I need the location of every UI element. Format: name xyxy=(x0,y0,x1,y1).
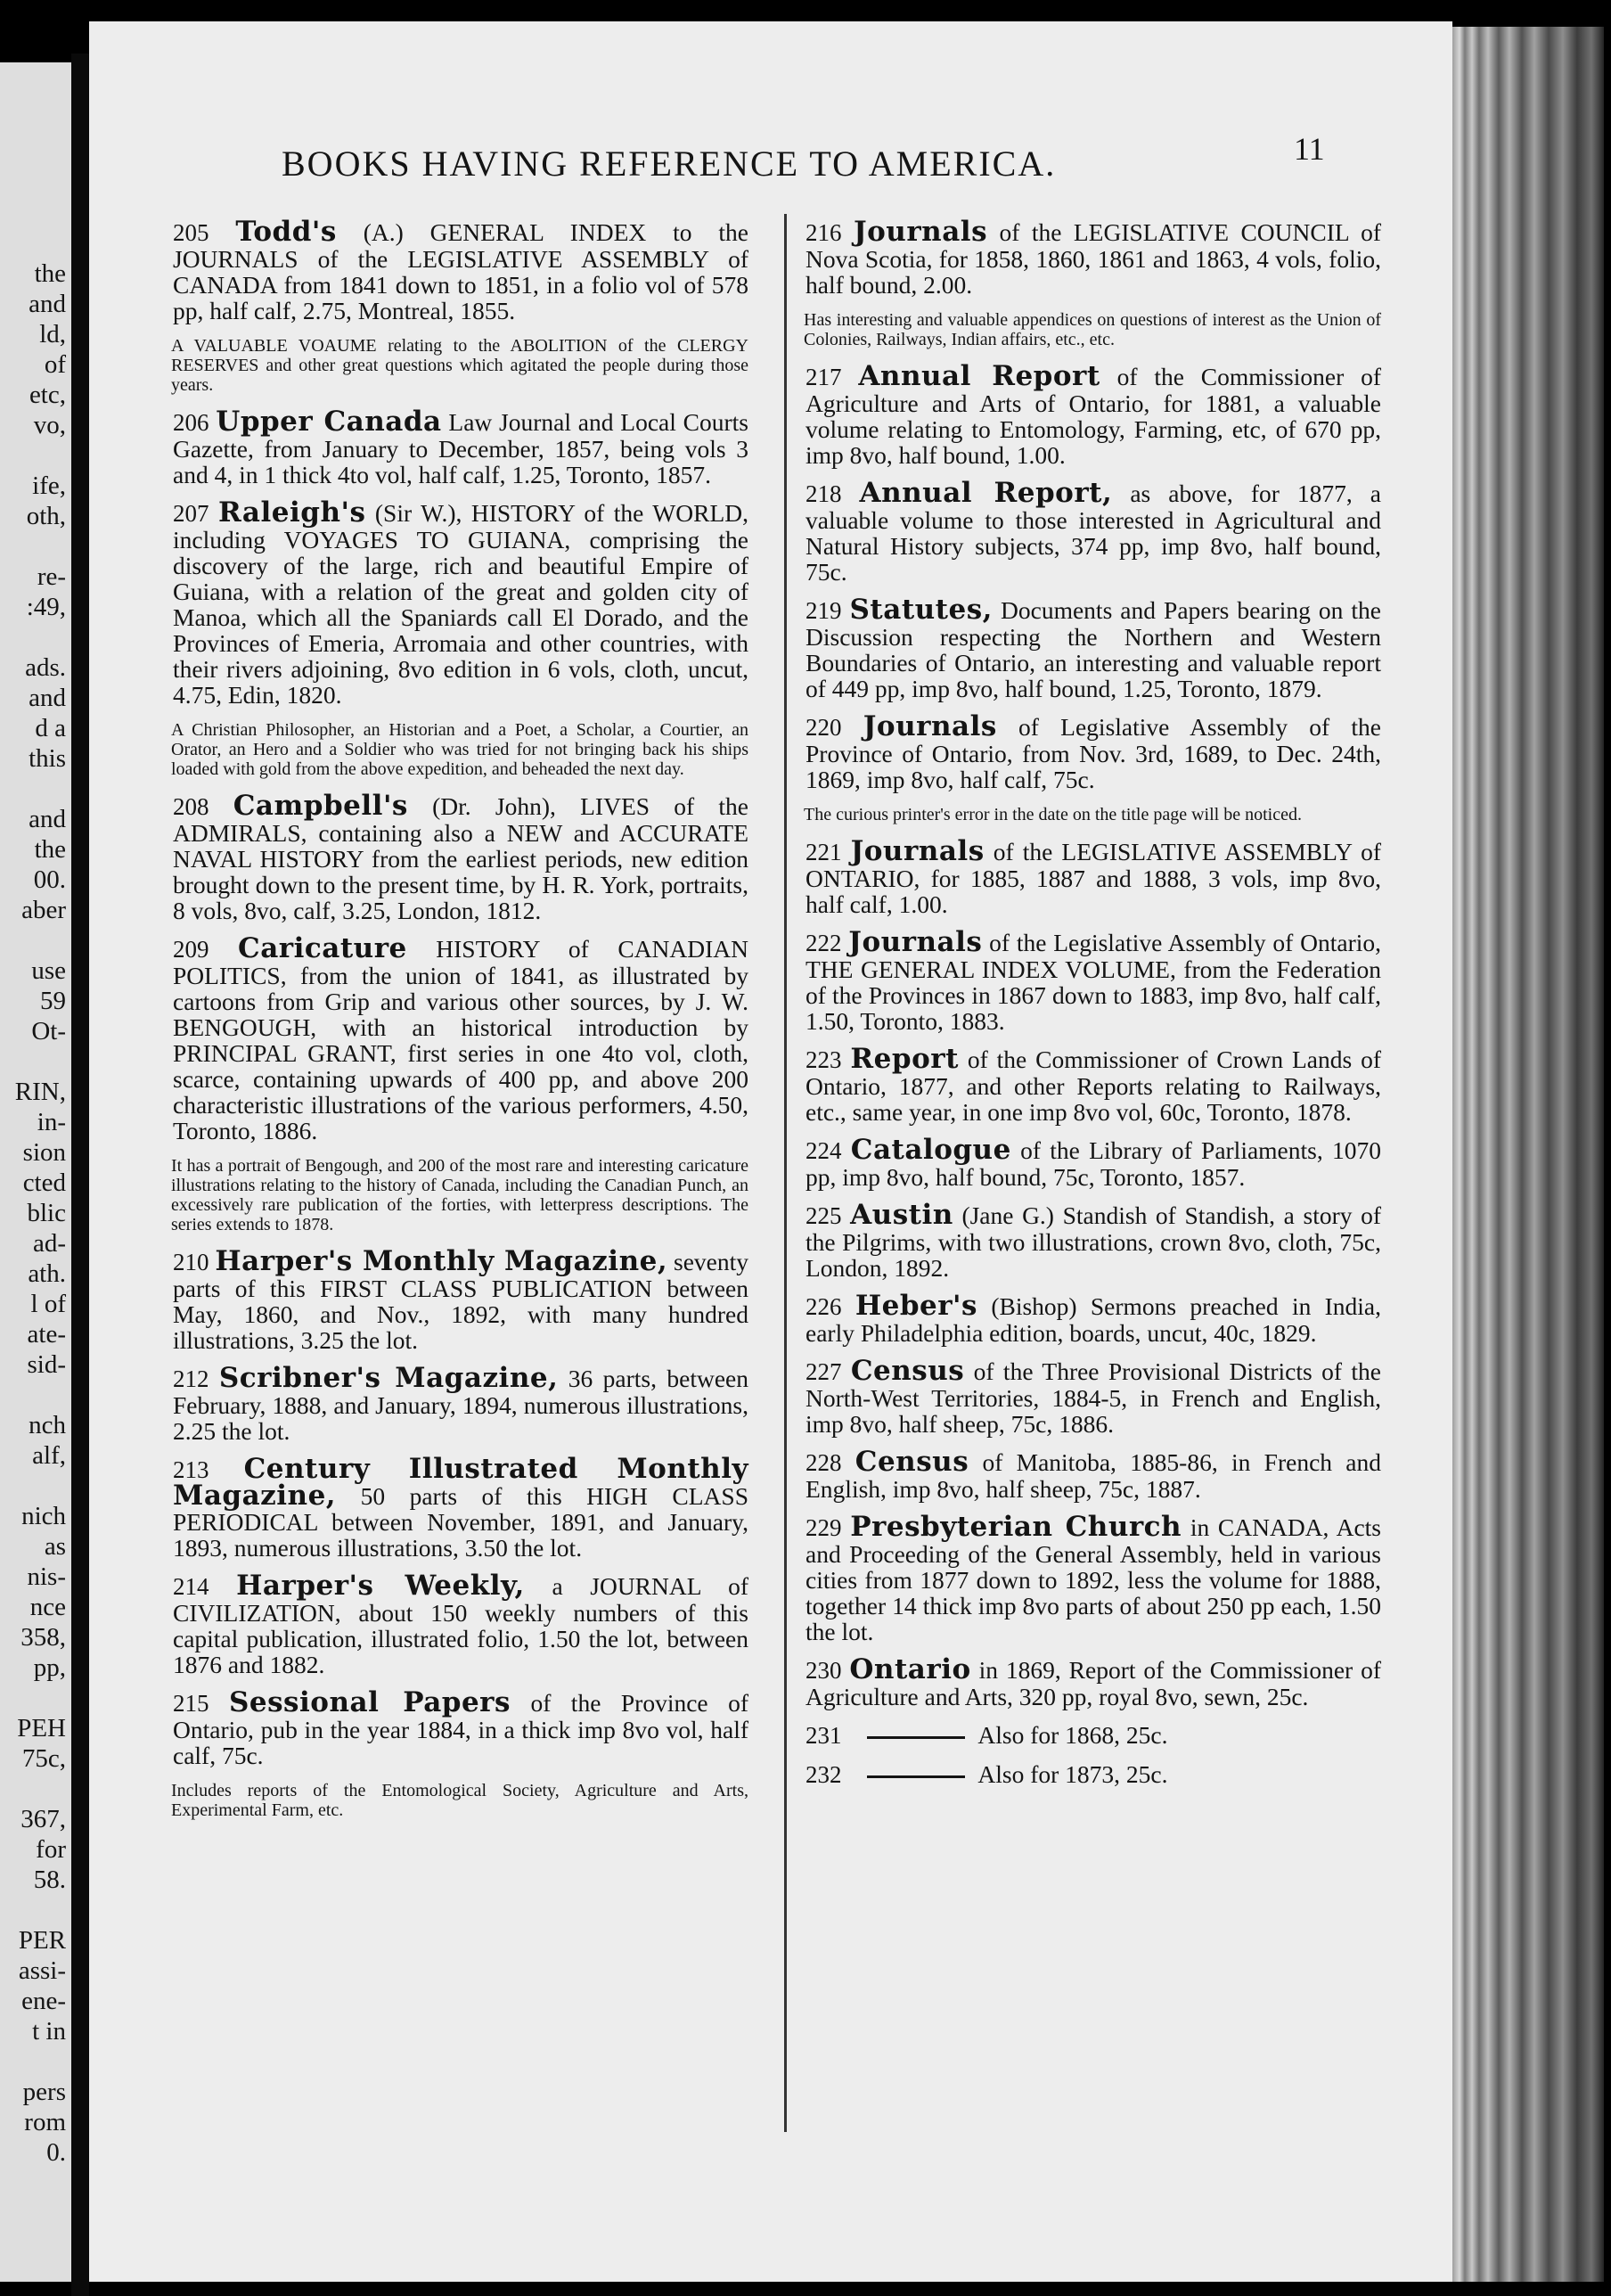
left-page-fragment: alf, xyxy=(32,1441,66,1470)
left-page-fragment: nich xyxy=(21,1502,66,1530)
entry-number: 217 xyxy=(806,364,842,390)
entry-heading: Report xyxy=(850,1043,959,1075)
entry-description: of Manitoba, 1885-86, in French and English, imp 8vo, half sheep, 75c, 1887. xyxy=(806,1448,1382,1503)
entry-description: of the Province of Ontario, pub in the year 1884, in a thick imp 8vo vol, half calf, 75c. xyxy=(173,1689,748,1769)
left-page-fragment: sid- xyxy=(27,1350,66,1379)
catalogue-entry xyxy=(169,1362,749,1445)
left-page-fragment: 0. xyxy=(46,2138,66,2167)
entry-number: 222 xyxy=(806,930,842,956)
entry-number: 218 xyxy=(806,480,842,507)
entry-description: of the Commissioner of Agriculture and Arts of Ontario, for 1881, a valuable volume relating to Entomology, Farming, etc, of 670 pp, imp 8vo, half bound, 1.00. xyxy=(806,363,1381,469)
ditto-rule xyxy=(867,1736,965,1739)
left-page-fragment: nce xyxy=(29,1593,66,1621)
page-number: 11 xyxy=(1294,131,1325,167)
entry-heading: Census xyxy=(855,1446,969,1478)
entry-description: of the LEGISLATIVE ASSEMBLY of ONTARIO, for 1885, 1887 and 1888, 3 vols, imp 8vo, half calf, 1.00. xyxy=(806,838,1381,918)
ditto-rule xyxy=(867,1775,965,1778)
left-column xyxy=(169,216,749,1834)
entry-description: (A.) GENERAL INDEX to the JOURNALS of the LEGISLATIVE ASSEMBLY of CANADA from 1841 down to 1851, in a folio vol of 578 pp, half calf, 2.75, Montreal, 1855. xyxy=(173,218,748,324)
entry-heading: Journals xyxy=(853,216,988,248)
entry-description: HISTORY of CANADIAN POLITICS, from the union of 1841, as illustrated by cartoons from Grip and various other sources, by J. W. BENGOUGH, with an historical introduction by PRINCIPAL GRANT, first series in one 4to vol, cloth, scarce, containing upwards of 400 pp, and above 200 characteristic illustrations of the various performers, 4.50, Toronto, 1886. xyxy=(173,935,749,1144)
book-gutter xyxy=(71,53,89,2296)
catalogue-entry xyxy=(802,710,1382,793)
entry-heading: Ontario xyxy=(849,1653,971,1685)
left-page-fragment: sion xyxy=(22,1138,66,1167)
catalogue-entry xyxy=(802,1653,1382,1710)
left-page-fragment: and xyxy=(29,805,66,833)
left-page-fragment: pers xyxy=(22,2078,66,2106)
entry-heading: Harper's Weekly, xyxy=(236,1570,525,1602)
entry-heading: Campbell's xyxy=(233,790,408,822)
entry-heading: Raleigh's xyxy=(217,496,366,529)
entry-description: Also for 1868, 25c. xyxy=(977,1721,1168,1749)
entry-number: 216 xyxy=(806,219,842,246)
running-head: BOOKS HAVING REFERENCE TO AMERICA. xyxy=(282,144,1057,184)
entry-heading: Annual Report xyxy=(858,360,1100,392)
catalogue-entry xyxy=(802,360,1381,469)
left-page-fragment: assi- xyxy=(18,1956,66,1985)
entry-number: 223 xyxy=(806,1046,842,1073)
entry-note: A Christian Philosopher, an Historian and a Poet, a Scholar, a Courtier, an Orator, an Hero and a Soldier who was tried for not bringing back his ships loaded with gold from the above expedition, and beheaded the next day. xyxy=(171,720,748,779)
catalogue-entry xyxy=(802,1355,1381,1438)
left-page-fragment: PEH xyxy=(17,1714,66,1742)
left-page-fragment: 367, xyxy=(20,1805,66,1833)
left-page-fragment: ath. xyxy=(28,1259,66,1288)
previous-page-edge xyxy=(0,62,71,2282)
entry-description: in CANADA, Acts and Proceeding of the General Assembly, held in various cities from 1877 down to 1892, less the volume for 1888, together 14 thick imp 8vo parts of about 250 pp each, 1.50 the lot. xyxy=(806,1513,1382,1645)
entry-number: 221 xyxy=(806,839,842,865)
left-page-fragment: ife, xyxy=(32,472,66,500)
catalogue-entry xyxy=(169,1453,749,1562)
entry-number: 224 xyxy=(806,1137,842,1164)
left-page-fragment: cted xyxy=(22,1168,66,1197)
catalogue-entry xyxy=(802,1290,1382,1347)
entry-heading: Journals xyxy=(848,926,983,958)
left-page-fragment: re- xyxy=(37,562,66,591)
entry-heading: Heber's xyxy=(855,1290,977,1322)
left-page-fragment: the xyxy=(34,835,66,864)
entry-number: 212 xyxy=(173,1365,209,1392)
left-page-fragment: vo, xyxy=(33,411,66,439)
entry-description: in 1869, Report of the Commissioner of Agriculture and Arts, 320 pp, royal 8vo, sewn, 25c. xyxy=(806,1656,1382,1710)
entry-number: 219 xyxy=(806,597,842,624)
entry-number: 208 xyxy=(173,793,209,820)
entry-description: of Legislative Assembly of the Province of Ontario, from Nov. 3rd, 1689, to Dec. 24th, 1869, imp 8vo, half calf, 75c. xyxy=(806,713,1382,793)
left-page-fragment: ads. xyxy=(25,653,66,682)
catalogue-entry xyxy=(802,1043,1382,1126)
entry-heading: Sessional Papers xyxy=(228,1686,511,1718)
entry-description: 50 parts of this HIGH CLASS PERIODICAL between November, 1891, and January, 1893, numerous illustrations, 3.50 the lot. xyxy=(173,1482,749,1562)
left-page-fragment: t in xyxy=(32,2017,66,2046)
left-page-fragment: 59 xyxy=(40,987,66,1015)
entry-number: 226 xyxy=(806,1293,842,1320)
entry-description: Law Journal and Local Courts Gazette, from January to December, 1857, being vols 3 and 4, in 1 thick 4to vol, half calf, 1.25, Toronto, 1857. xyxy=(173,408,749,488)
entry-heading: Statutes, xyxy=(849,594,993,626)
left-page-fragment: this xyxy=(29,744,66,773)
left-page-fragment: pp, xyxy=(33,1653,66,1682)
entry-description: (Dr. John), LIVES of the ADMIRALS, containing also a NEW and ACCURATE NAVAL HISTORY from the earliest periods, new edition brought down to the present time, by H. R. York, portraits, 8 vols, 8vo, calf, 3.25, London, 1812. xyxy=(173,792,749,924)
entry-number: 214 xyxy=(173,1573,209,1600)
entry-description: of the LEGISLATIVE COUNCIL of Nova Scotia, for 1858, 1860, 1861 and 1863, 4 vols, folio, half bound, 2.00. xyxy=(806,218,1382,299)
entry-number: 220 xyxy=(806,714,842,741)
left-page-fragment: RIN, xyxy=(14,1078,66,1106)
left-page-fragment: d a xyxy=(35,714,66,742)
left-page-fragment: Ot- xyxy=(31,1017,66,1046)
left-page-fragment: ad- xyxy=(32,1229,66,1258)
column-rule xyxy=(784,214,787,2132)
left-page-fragment: nch xyxy=(29,1411,66,1439)
entry-number: 227 xyxy=(806,1358,842,1385)
entry-note: It has a portrait of Bengough, and 200 of the most rare and interesting caricature illustrations relating to the history of Canada, including the Canadian Punch, an excessively rare publication of the forties, with letterpress descriptions. The series extends to 1878. xyxy=(171,1156,748,1234)
page-edges xyxy=(1452,27,1604,2282)
left-page-fragment: of xyxy=(44,350,66,379)
entry-note: The curious printer's error in the date on the title page will be noticed. xyxy=(804,805,1302,824)
left-page-fragment: the xyxy=(34,259,66,288)
catalogue-entry xyxy=(802,926,1381,1035)
catalogue-entry xyxy=(169,790,749,924)
entry-number: 232 xyxy=(806,1761,842,1788)
left-page-fragment: 75c, xyxy=(21,1744,66,1773)
entry-description: as above, for 1877, a valuable volume to those interested in Agricultural and Natural History subjects, 374 pp, imp 8vo, half bound, 75c. xyxy=(806,480,1382,586)
catalogue-entry xyxy=(802,216,1382,299)
entry-description: of the Commissioner of Crown Lands of Ontario, 1877, and other Reports relating to Railways, etc., same year, in one imp 8vo vol, 60c, Toronto, 1878. xyxy=(806,1046,1382,1126)
entry-heading: Upper Canada xyxy=(216,406,442,438)
entry-heading: Todd's xyxy=(235,216,337,248)
entry-number: 209 xyxy=(173,936,209,963)
entry-description: of the Legislative Assembly of Ontario, THE GENERAL INDEX VOLUME, from the Federation of the Provinces in 1867 down to 1883, imp 8vo, half calf, 1.50, Toronto, 1883. xyxy=(806,929,1381,1035)
catalogue-entry xyxy=(802,1446,1382,1503)
entry-number: 228 xyxy=(806,1449,842,1476)
left-page-fragment: 00. xyxy=(33,865,66,894)
catalogue-entry xyxy=(802,1134,1381,1191)
entry-note: A VALUABLE VOAUME relating to the ABOLITION of the CLERGY RESERVES and other great questions which agitated the people during those years. xyxy=(171,336,748,395)
entry-number: 229 xyxy=(806,1514,842,1541)
left-page-fragment: PER xyxy=(18,1926,66,1955)
entry-number: 215 xyxy=(173,1690,209,1717)
left-page-fragment: :49, xyxy=(26,593,66,621)
catalogue-entry xyxy=(802,1761,1381,1788)
entry-number: 213 xyxy=(173,1456,209,1483)
catalogue-entry xyxy=(169,406,749,488)
left-page-fragment: aber xyxy=(21,896,66,924)
catalogue-entry xyxy=(169,496,748,709)
entry-number: 225 xyxy=(806,1202,842,1229)
right-column xyxy=(802,216,1382,1800)
entry-note: Includes reports of the Entomological Society, Agriculture and Arts, Experimental Farm, etc. xyxy=(171,1781,748,1820)
entry-heading: Scribner's Magazine, xyxy=(218,1362,559,1394)
left-page-fragment: ate- xyxy=(27,1320,66,1349)
left-page-fragment: oth, xyxy=(26,502,66,530)
left-page-fragment: etc, xyxy=(29,381,66,409)
entry-description: of the Three Provisional Districts of the North-West Territories, 1884-5, in French and English, imp 8vo, half sheep, 75c, 1886. xyxy=(806,1357,1381,1438)
entry-number: 231 xyxy=(806,1722,842,1749)
catalogue-entry xyxy=(802,1722,1381,1749)
entry-number: 230 xyxy=(806,1657,842,1684)
left-page-fragment: in- xyxy=(37,1108,66,1136)
entry-description: seventy parts of this FIRST CLASS PUBLICATION between May, 1860, and Nov., 1892, with many hundred illustrations, 3.25 the lot. xyxy=(173,1248,749,1354)
entry-description: Also for 1873, 25c. xyxy=(977,1760,1168,1788)
catalogue-entry xyxy=(802,594,1381,702)
left-page-fragment: ld, xyxy=(39,320,66,348)
left-page-fragment: as xyxy=(44,1532,66,1561)
entry-number: 207 xyxy=(173,500,209,527)
catalogue-entry xyxy=(802,835,1381,918)
entry-heading: Census xyxy=(850,1355,965,1387)
entry-heading: Annual Report, xyxy=(859,477,1113,509)
left-page-fragment: blic xyxy=(27,1199,66,1227)
entry-description: 36 parts, between February, 1888, and January, 1894, numerous illustrations, 2.25 the lot. xyxy=(173,1365,749,1445)
entry-description: of the Library of Parliaments, 1070 pp, imp 8vo, half bound, 75c, Toronto, 1857. xyxy=(806,1136,1381,1191)
entry-heading: Presbyterian Church xyxy=(850,1511,1182,1543)
entry-heading: Journals xyxy=(850,835,985,867)
catalogue-entry xyxy=(169,932,749,1144)
entry-description: (Sir W.), HISTORY of the WORLD, including VOYAGES TO GUIANA, comprising the discovery of the large, rich and beautiful Empire of Guiana, with a relation of the great and golden city of Manoa, which all the Spaniards call El Dorado, and the Provinces of Emeria, Arromaia and other countries, with their rivers adjoining, 8vo edition in 6 vols, cloth, uncut, 4.75, Edin, 1820. xyxy=(173,499,748,709)
catalogue-entry xyxy=(169,216,748,324)
catalogue-entry xyxy=(802,1199,1382,1282)
entry-heading: Caricature xyxy=(238,932,407,964)
left-page-fragment: use xyxy=(31,956,66,985)
left-page-fragment: nis- xyxy=(27,1562,66,1591)
entry-number: 206 xyxy=(173,409,209,436)
left-page-fragment: ene- xyxy=(21,1987,66,2015)
entry-description: a JOURNAL of CIVILIZATION, about 150 weekly numbers of this capital publication, illustrated folio, 1.50 the lot, between 1876 and 1882. xyxy=(173,1572,749,1678)
left-page-fragment: l of xyxy=(30,1290,66,1318)
left-page-fragment: rom xyxy=(24,2108,66,2136)
entry-description: (Bishop) Sermons preached in India, early Philadelphia edition, boards, uncut, 40c, 1829. xyxy=(806,1292,1382,1347)
left-page-fragment: 58. xyxy=(33,1866,66,1894)
entry-heading: Catalogue xyxy=(850,1134,1011,1166)
left-page-fragment: 358, xyxy=(20,1623,66,1652)
entry-heading: Austin xyxy=(850,1199,953,1231)
left-page-fragment: and xyxy=(29,290,66,318)
left-page-fragment: for xyxy=(36,1835,66,1864)
entry-number: 210 xyxy=(173,1249,209,1275)
entry-heading: Century Illustrated Monthly Magazine, xyxy=(173,1453,749,1512)
entry-description: Documents and Papers bearing on the Discussion respecting the Northern and Western Boundaries of Ontario, an interesting and valuable report of 449 pp, imp 8vo, half bound, 1.25, Toronto, 1879. xyxy=(806,596,1381,702)
left-page-fragment: and xyxy=(29,684,66,712)
catalogue-entry xyxy=(169,1570,749,1678)
entry-note: Has interesting and valuable appendices on questions of interest as the Union of Colonies, Railways, Indian affairs, etc., etc. xyxy=(804,310,1381,349)
catalogue-entry xyxy=(802,477,1382,586)
catalogue-entry xyxy=(802,1511,1382,1645)
entry-heading: Journals xyxy=(863,710,997,742)
entry-description: (Jane G.) Standish of Standish, a story of the Pilgrims, with two illustrations, crown 8vo, cloth, 75c, London, 1892. xyxy=(806,1201,1382,1282)
catalogue-entry xyxy=(169,1245,749,1354)
entry-heading: Harper's Monthly Magazine, xyxy=(215,1245,668,1277)
catalogue-entry xyxy=(169,1686,748,1769)
entry-number: 205 xyxy=(173,219,209,246)
